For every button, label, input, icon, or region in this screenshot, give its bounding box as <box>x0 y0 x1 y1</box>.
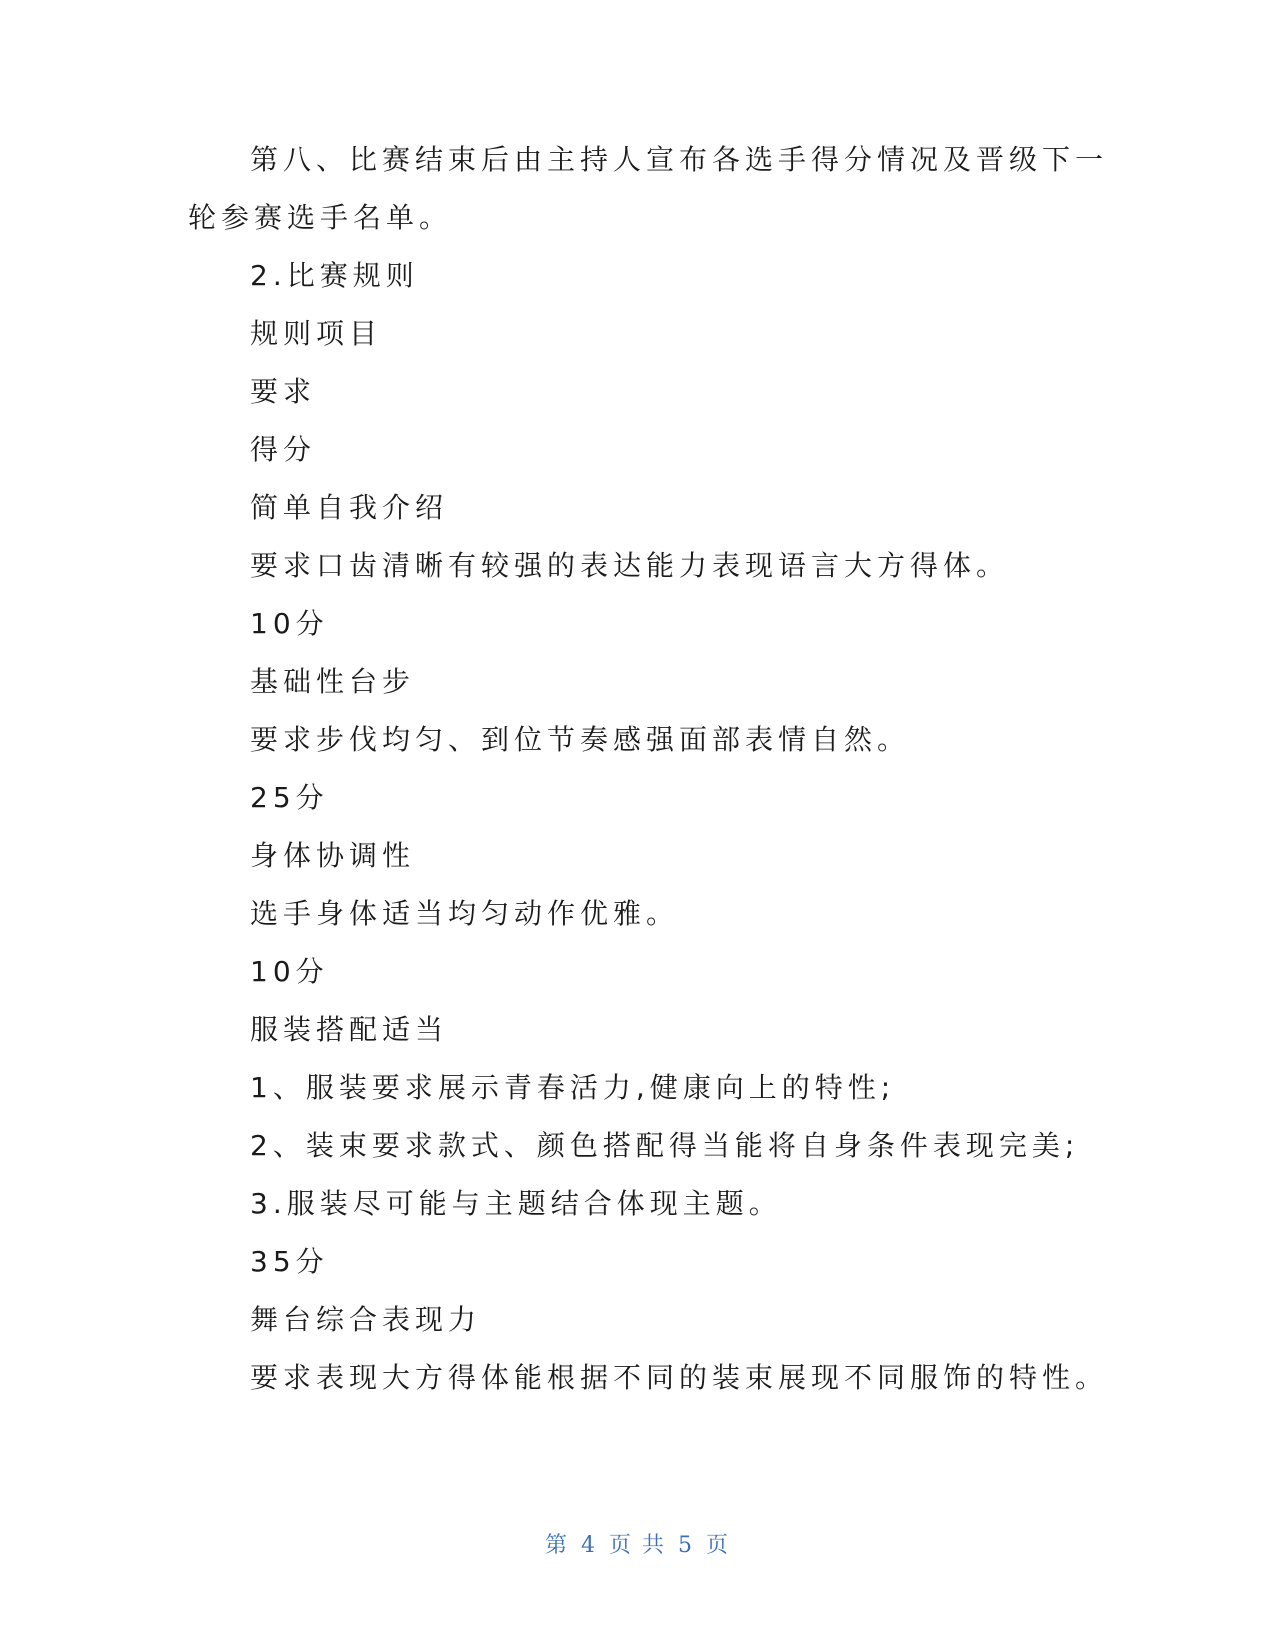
section-heading: 2.比赛规则 <box>250 259 419 292</box>
rule-item: 基础性台步 <box>250 665 416 698</box>
table-header-score: 得分 <box>250 433 317 466</box>
table-header-item: 规则项目 <box>250 317 383 350</box>
rule-score: 35分 <box>250 1245 329 1278</box>
paragraph-line: 轮参赛选手名单。 <box>188 201 453 234</box>
table-header-requirement: 要求 <box>250 375 317 408</box>
rule-requirement-line: 3.服装尽可能与主题结合体现主题。 <box>250 1187 782 1220</box>
rule-score: 25分 <box>250 781 329 814</box>
footer-total-pages: 5 <box>678 1533 694 1558</box>
rule-item: 身体协调性 <box>250 839 416 872</box>
rule-requirement: 要求表现大方得体能根据不同的装束展现不同服饰的特性。 <box>250 1361 1109 1394</box>
rule-requirement: 要求口齿清晰有较强的表达能力表现语言大方得体。 <box>250 549 1010 582</box>
rule-item: 服装搭配适当 <box>250 1013 449 1046</box>
footer-current-page: 4 <box>581 1533 597 1558</box>
rule-requirement-line: 2、装束要求款式、颜色搭配得当能将自身条件表现完美; <box>250 1129 1080 1162</box>
rule-item: 舞台综合表现力 <box>250 1303 482 1336</box>
page-footer <box>0 1528 1275 1559</box>
rule-item: 简单自我介绍 <box>250 491 449 524</box>
rule-requirement: 要求步伐均匀、到位节奏感强面部表情自然。 <box>250 723 911 756</box>
footer-prefix: 第 <box>544 1533 569 1558</box>
rule-score: 10分 <box>250 607 329 640</box>
paragraph-line: 第八、比赛结束后由主持人宣布各选手得分情况及晋级下一 <box>250 143 1109 176</box>
rule-requirement-line: 1、服装要求展示青春活力,健康向上的特性; <box>250 1071 896 1104</box>
rule-score: 10分 <box>250 955 329 988</box>
footer-middle: 页 共 <box>609 1533 666 1558</box>
footer-suffix: 页 <box>706 1533 731 1558</box>
rule-requirement: 选手身体适当均匀动作优雅。 <box>250 897 680 930</box>
